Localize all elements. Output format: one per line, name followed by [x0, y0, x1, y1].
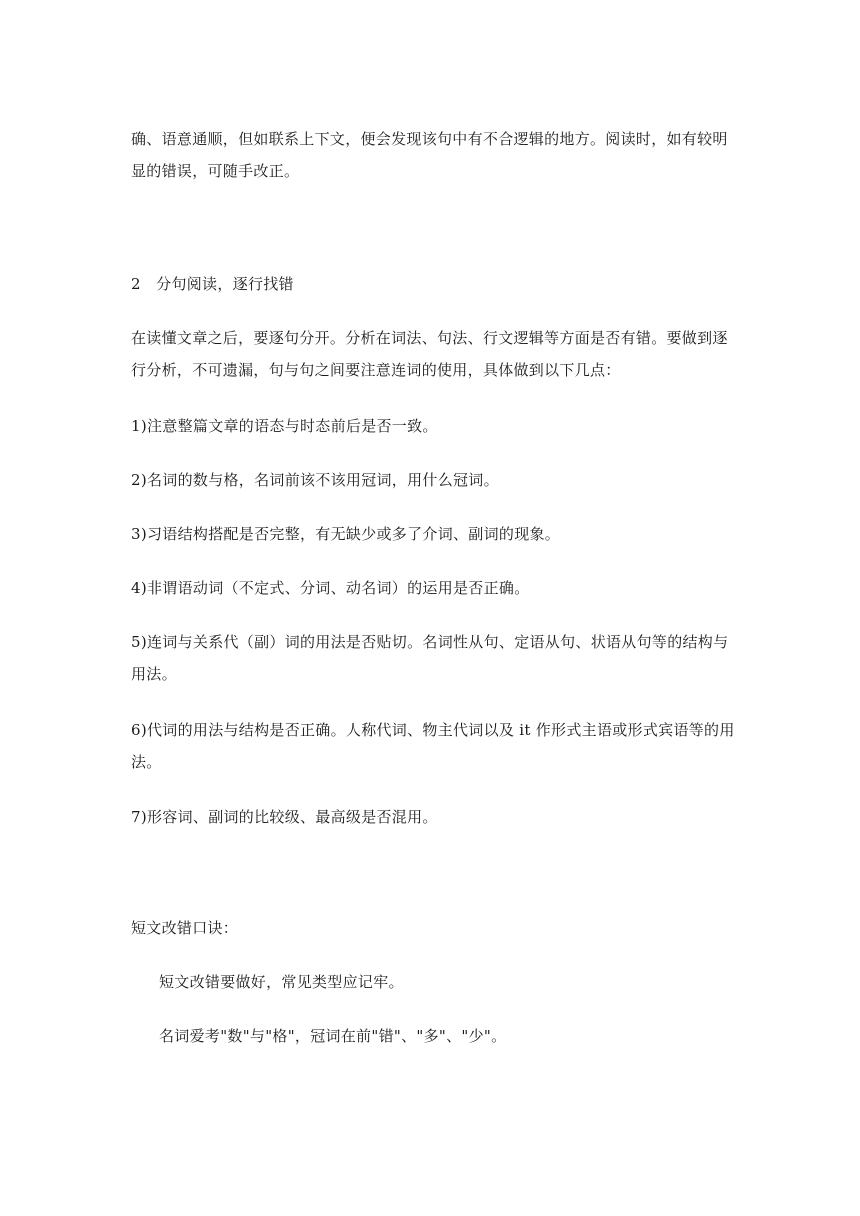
- paragraph-intro: 在读懂文章之后，要逐句分开。分析在词法、句法、行文逻辑等方面是否有错。要做到逐行分析，不可遗漏，句与句之间要注意连词的使用，具体做到以下几点：: [131, 329, 728, 379]
- list-item-2: 2)名词的数与格，名词前该不该用冠词，用什么冠词。: [131, 471, 499, 489]
- list-item-7: 7)形容词、副词的比较级、最高级是否混用。: [131, 808, 438, 826]
- paragraph-continuation: 确、语意通顺，但如联系上下文，便会发现该句中有不合逻辑的地方。阅读时，如有较明显的错误，可随手改正。: [131, 130, 728, 180]
- list-item-4: 4)非谓语动词（不定式、分词、动名词）的运用是否正确。: [131, 579, 530, 597]
- list-item-3: 3)习语结构搭配是否完整，有无缺少或多了介词、副词的现象。: [131, 525, 561, 543]
- list-item-5: 5)连词与关系代（副）词的用法是否贴切。名词性从句、定语从句、状语从句等的结构与用法。: [131, 633, 729, 683]
- list-item-6: 6)代词的用法与结构是否正确。人称代词、物主代词以及 it 作形式主语或形式宾语等的用法。: [131, 721, 735, 771]
- section-heading: 2 分句阅读，逐行找错: [131, 275, 294, 293]
- mnemonic-line-2: 名词爱考"数"与"格"，冠词在前"错"、"多"、"少"。: [159, 1027, 507, 1045]
- mnemonic-heading: 短文改错口诀：: [131, 919, 239, 937]
- mnemonic-line-1: 短文改错要做好，常见类型应记牢。: [159, 973, 404, 991]
- list-item-1: 1)注意整篇文章的语态与时态前后是否一致。: [131, 417, 438, 435]
